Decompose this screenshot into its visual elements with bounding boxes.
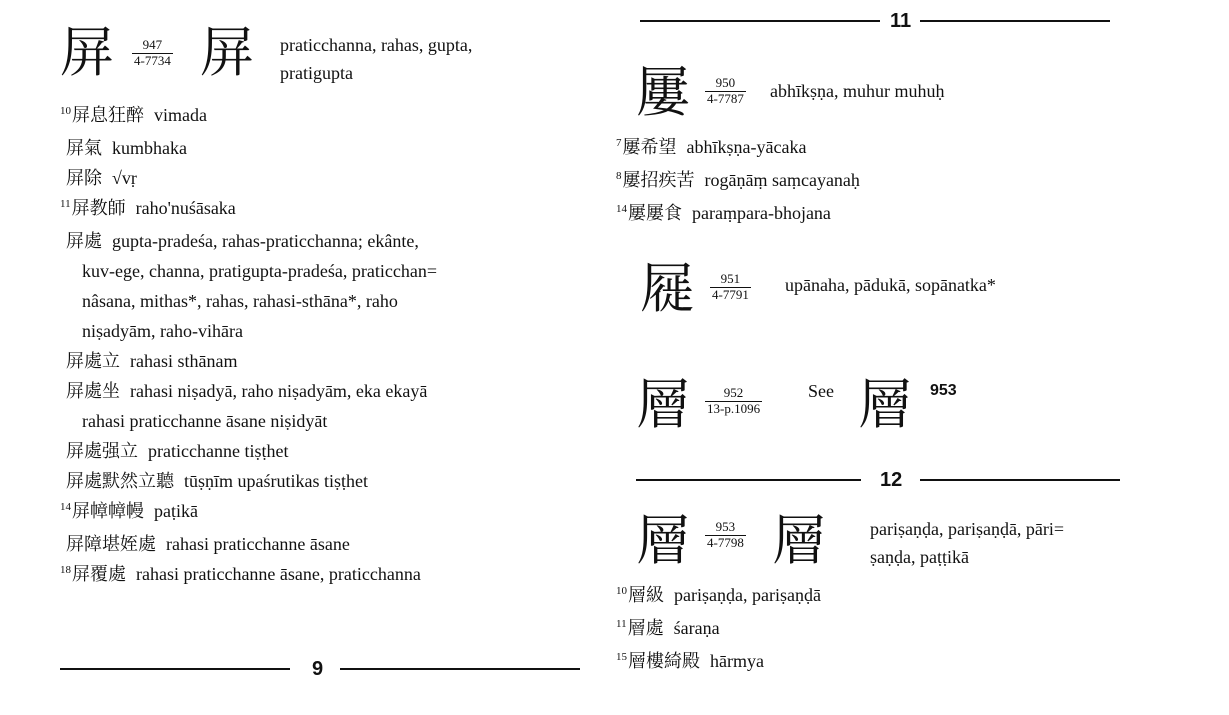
stroke-superscript: 7: [616, 137, 622, 149]
compound-kanji: 屏息狂醉: [72, 105, 144, 125]
compound-kanji: 屏障堪姪處: [66, 534, 156, 554]
compound-gloss: paṭikā: [154, 501, 198, 521]
section-rule-right: [340, 668, 580, 670]
compound-entry: [60, 376, 595, 406]
compound-gloss: rahasi praticchanne āsane, praticchanna: [136, 564, 421, 584]
compound-entry: [60, 559, 595, 592]
compound-gloss: rahasi niṣadyā, raho niṣadyām, eka ekayā: [130, 381, 428, 401]
compound-kanji: 屏除: [66, 168, 102, 188]
entry-number: [705, 386, 762, 417]
headword-char: 屢: [636, 61, 690, 124]
compound-gloss: hārmya: [710, 651, 764, 671]
compound-gloss: vimada: [154, 105, 207, 125]
compound-gloss: rahasi sthānam: [130, 351, 238, 371]
compound-kanji: 屏處立: [66, 351, 120, 371]
stroke-superscript: 18: [60, 564, 71, 576]
compound-entry: [616, 132, 860, 165]
compound-entry: [616, 198, 860, 231]
stroke-count-footer: 9: [312, 658, 324, 680]
see-reference-number: 953: [930, 382, 957, 399]
compound-kanji: 屏教師: [71, 198, 126, 218]
compound-kanji: 屏處强立: [66, 441, 138, 461]
compound-kanji: 層樓綺殿: [628, 651, 700, 671]
headword-char: 屣: [640, 257, 694, 320]
left-column: [60, 0, 595, 592]
compound-gloss-continuation: nâsana, mithas*, rahas, rahasi-sthāna*, raho: [82, 291, 398, 311]
stroke-superscript: 15: [616, 651, 627, 663]
compound-entry: [616, 646, 821, 679]
compound-entry: [60, 226, 595, 256]
section-rule-left: [640, 20, 880, 22]
headword-char: 屏: [60, 21, 114, 84]
compound-entry: [616, 613, 821, 646]
section-rule-right: [920, 479, 1120, 481]
headword-char: 層: [636, 373, 690, 436]
stroke-superscript: 8: [616, 170, 622, 182]
section-rule-right: [920, 20, 1110, 22]
entry-reference: 4-7787: [707, 90, 744, 106]
headword-variant-char: 層: [772, 509, 826, 572]
compound-entry: [616, 165, 860, 198]
compound-gloss: śaraṇa: [673, 618, 720, 638]
compound-gloss: paraṃpara-bhojana: [692, 203, 831, 223]
compound-gloss: tūṣṇīm upaśrutikas tiṣṭhet: [184, 471, 368, 491]
headword-947: [60, 0, 595, 100]
stroke-superscript: 10: [60, 105, 71, 117]
stroke-superscript: 10: [616, 585, 627, 597]
entry-number-value: 951: [710, 272, 751, 288]
compound-kanji: 屏處坐: [66, 381, 120, 401]
headword-gloss-line-2: pratigupta: [280, 63, 353, 83]
compound-entry: [616, 580, 821, 613]
compound-gloss: raho'nuśāsaka: [135, 198, 236, 218]
stroke-count-section: 12: [880, 469, 903, 491]
compound-gloss: √vṛ: [112, 168, 137, 188]
compound-entry: [60, 346, 595, 376]
compound-entry: [60, 529, 595, 559]
compound-entry: [60, 100, 595, 133]
section-rule-left: [636, 479, 861, 481]
headword-gloss-line-1: pariṣaṇḍa, pariṣaṇḍā, pāri=: [870, 519, 1065, 539]
compound-entry: [60, 133, 595, 163]
entry-number: [705, 76, 746, 107]
compound-gloss: praticchanne tiṣṭhet: [148, 441, 289, 461]
entry-number: [705, 520, 746, 551]
compound-entry: [60, 436, 595, 466]
compound-kanji: 屏幛幛幔: [72, 501, 144, 521]
stroke-superscript: 11: [616, 618, 627, 630]
see-reference-char: 層: [858, 373, 912, 436]
compound-kanji: 屏處: [66, 231, 102, 251]
compound-gloss-continuation: rahasi praticchanne āsane niṣidyāt: [82, 411, 328, 431]
compound-entry: [60, 496, 595, 529]
compound-kanji: 屢希望: [622, 137, 677, 157]
compound-kanji: 屏覆處: [72, 564, 126, 584]
entry-number-value: 950: [705, 76, 746, 92]
compound-gloss-continuation: niṣadyām, raho-vihāra: [82, 321, 243, 341]
compound-kanji: 層級: [628, 585, 664, 605]
headword-gloss: abhīkṣṇa, muhur muhuḥ: [770, 81, 945, 101]
see-label: See: [808, 381, 834, 401]
compound-list-953: [616, 580, 821, 679]
compound-list-950: [616, 132, 860, 231]
headword-variant-char: 屏: [200, 21, 254, 84]
compound-entry: [60, 163, 595, 193]
stroke-superscript: 14: [616, 203, 627, 215]
entry-number-value: 953: [705, 520, 746, 536]
stroke-superscript: 11: [60, 198, 71, 210]
entry-number-value: 952: [705, 386, 762, 402]
entry-reference: 4-7798: [707, 534, 744, 550]
compound-kanji: 層處: [627, 618, 664, 638]
entry-reference: 4-7734: [134, 52, 171, 68]
compound-kanji: 屏氣: [66, 138, 102, 158]
compound-gloss: rogāṇāṃ saṃcayanaḥ: [704, 170, 860, 190]
entry-reference: 4-7791: [712, 286, 749, 302]
compound-gloss-continuation: kuv-ege, channa, pratigupta-pradeśa, praticchan=: [82, 261, 437, 281]
compound-entry: [60, 466, 595, 496]
section-rule-left: [60, 668, 290, 670]
compound-list-947: [60, 100, 595, 592]
headword-char: 層: [636, 509, 690, 572]
headword-gloss-line-2: ṣaṇḍa, paṭṭikā: [870, 547, 969, 567]
compound-gloss: kumbhaka: [112, 138, 187, 158]
entry-number: [710, 272, 751, 303]
compound-kanji: 屢招疾苦: [622, 170, 695, 190]
compound-gloss: abhīkṣṇa-yācaka: [686, 137, 807, 157]
entry-reference: 13-p.1096: [707, 400, 761, 416]
compound-kanji: 屏處默然立聽: [66, 471, 174, 491]
compound-gloss: pariṣaṇḍa, pariṣaṇḍā: [674, 585, 821, 605]
entry-number: [132, 38, 173, 69]
compound-gloss: gupta-pradeśa, rahas-praticchanna; ekânte,: [112, 231, 419, 251]
entry-number-value: 947: [132, 38, 173, 54]
compound-kanji: 屢屢食: [628, 203, 682, 223]
headword-gloss: upānaha, pādukā, sopānatka*: [785, 275, 996, 295]
compound-gloss: rahasi praticchanne āsane: [166, 534, 350, 554]
stroke-count-header: 11: [890, 10, 912, 32]
headword-gloss-line-1: praticchanna, rahas, gupta,: [280, 35, 473, 55]
stroke-superscript: 14: [60, 501, 71, 513]
compound-entry: [60, 193, 595, 226]
